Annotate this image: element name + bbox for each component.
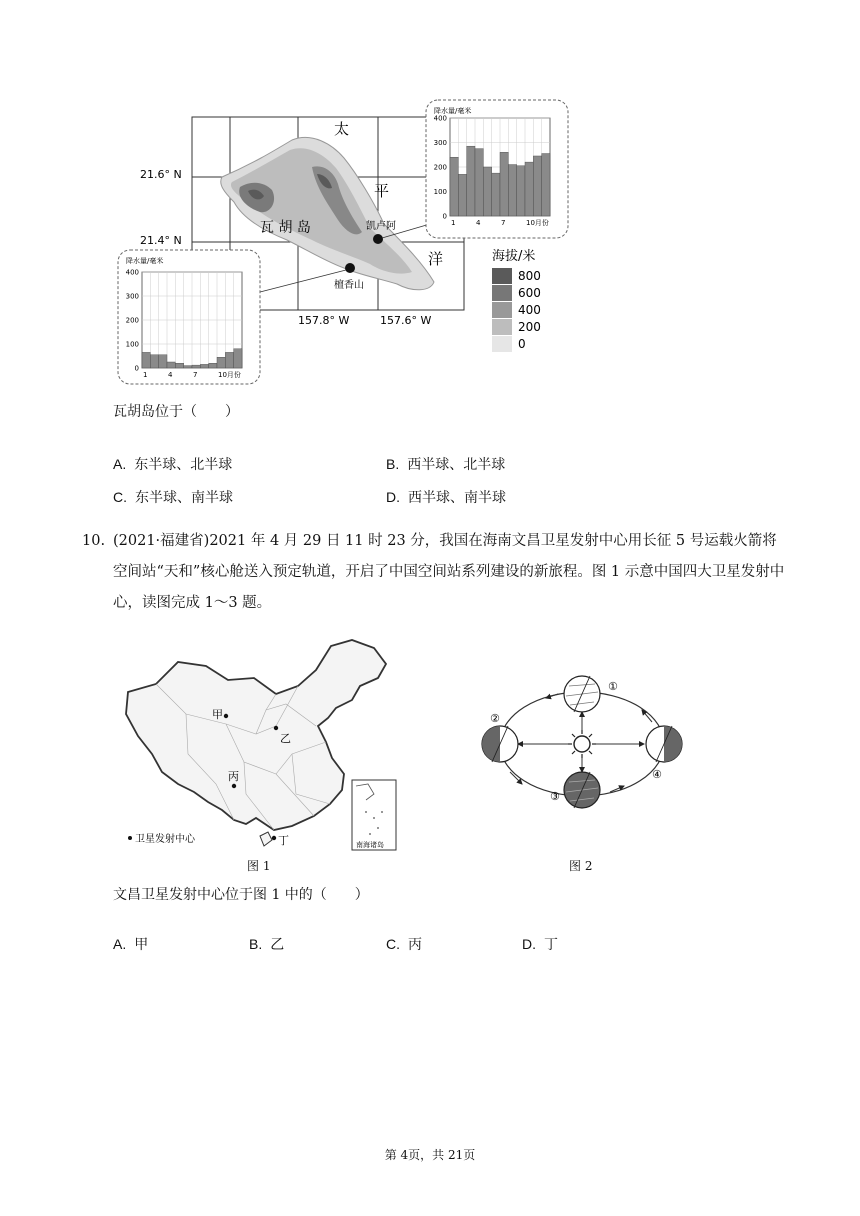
site-yi-dot (274, 726, 278, 730)
option-text: 西半球、北半球 (407, 457, 506, 473)
legend-value: 0 (518, 337, 526, 351)
kailua-dot (373, 234, 383, 244)
q10-option-c[interactable] (386, 934, 422, 954)
option-text: 丙 (408, 937, 422, 953)
option-letter: C. (386, 936, 400, 952)
site-ding-label: 丁 (278, 834, 289, 847)
legend-dot (128, 836, 132, 840)
earth-position-1 (564, 676, 600, 712)
rainfall-bar (217, 357, 225, 368)
south-china-sea-inset (352, 780, 396, 850)
legend-value: 200 (518, 320, 541, 334)
earth-position-2 (482, 726, 518, 762)
x-tick-label: 10月份 (218, 371, 241, 379)
rainfall-bar (192, 365, 200, 368)
oahu-map-figure (112, 92, 612, 392)
legend-swatch (492, 302, 512, 318)
rainfall-bar (542, 154, 550, 216)
q10-option-b[interactable] (249, 934, 284, 954)
island-label: 瓦 胡 岛 (260, 220, 311, 236)
option-text: 乙 (270, 937, 285, 953)
rainfall-bar (175, 363, 183, 368)
q10-option-a[interactable] (113, 934, 148, 954)
honolulu-rainfall-chart (118, 250, 260, 384)
legend-swatch (492, 336, 512, 352)
ocean-label: 太 (334, 120, 350, 138)
site-bing-dot (232, 784, 236, 788)
legend-swatch (492, 268, 512, 284)
option-letter: B. (249, 936, 263, 952)
rainfall-bar (450, 157, 458, 216)
honolulu-dot (345, 263, 355, 273)
position-label: ③ (550, 790, 560, 803)
sun-icon (568, 730, 596, 758)
honolulu-label: 檀香山 (334, 280, 364, 291)
rainfall-bar (184, 366, 192, 368)
q9-option-b[interactable] (386, 454, 505, 474)
x-tick-label: 10月份 (526, 219, 549, 227)
rainfall-bar (159, 355, 167, 368)
q9-stem: 瓦胡岛位于（ ） (113, 404, 239, 420)
legend-label: 卫星发射中心 (135, 834, 195, 845)
option-text: 东半球、北半球 (134, 457, 233, 473)
rainfall-bar (508, 165, 516, 216)
fig2-caption: 图 2 (569, 859, 593, 873)
x-tick-label: 1 (143, 371, 148, 379)
rainfall-bar (234, 349, 242, 368)
lat-label: 21.6° N (140, 168, 182, 181)
y-tick-label: 0 (134, 364, 139, 373)
y-tick-label: 400 (125, 268, 139, 277)
rainfall-bar (467, 146, 475, 216)
q10-number: 10. (82, 533, 106, 549)
kailua-label: 凯卢阿 (366, 221, 396, 232)
rainfall-bar (483, 167, 491, 216)
q10-text: (2021·福建省)2021 年 4 月 29 日 11 时 23 分，我国在海南文昌卫星发射中心用长征 5 号运载火箭将空间站“天和”核心舱送入预定轨道，开启了中国空间站系列建设的新旅程。图 1 示意中国四大卫星发射中心，读图完成 1～3 题。 (113, 533, 785, 611)
rainfall-bar (142, 352, 150, 368)
site-jia-dot (224, 714, 228, 718)
ocean-label: 洋 (428, 250, 444, 268)
rainfall-bar (525, 162, 533, 216)
lon-label: 157.8° W (298, 314, 350, 327)
rainfall-bar (533, 156, 541, 216)
site-bing-label: 丙 (228, 770, 239, 783)
legend-value: 400 (518, 303, 541, 317)
option-letter: A. (113, 456, 127, 472)
option-letter: D. (522, 936, 536, 952)
rainfall-bar (200, 364, 208, 368)
site-yi-label: 乙 (280, 732, 291, 745)
china-map-figure (116, 634, 400, 854)
rainfall-bar (492, 173, 500, 216)
option-text: 甲 (134, 937, 149, 953)
option-letter: D. (386, 489, 400, 505)
earth-orbit-figure (474, 672, 696, 810)
y-tick-label: 0 (442, 212, 447, 221)
inset-label: 南海诸岛 (356, 841, 384, 849)
option-letter: A. (113, 936, 127, 952)
option-letter: B. (386, 456, 400, 472)
earth-position-3 (564, 772, 600, 808)
position-label: ④ (652, 768, 662, 781)
kailua-rainfall-chart (426, 100, 568, 238)
rainfall-bar (500, 152, 508, 216)
earth-position-4 (646, 726, 682, 762)
q9-option-d[interactable] (386, 487, 506, 507)
q9-option-c[interactable] (113, 487, 233, 507)
option-text: 东半球、南半球 (135, 490, 233, 506)
page-footer: 第 4页，共 21页 (384, 1148, 476, 1162)
y-tick-label: 100 (125, 340, 139, 349)
y-tick-label: 300 (433, 139, 447, 147)
position-label: ② (490, 712, 500, 725)
q9-option-a[interactable] (113, 454, 232, 474)
rainfall-bar (225, 352, 233, 368)
q10-option-d[interactable] (522, 934, 558, 954)
rainfall-bar (167, 362, 175, 368)
y-tick-label: 400 (433, 114, 447, 123)
legend-swatch (492, 285, 512, 301)
y-tick-label: 200 (125, 316, 139, 325)
x-tick-label: 4 (168, 371, 173, 379)
lat-label: 21.4° N (140, 234, 182, 247)
q10-stem: 文昌卫星发射中心位于图 1 中的（ ） (113, 887, 369, 903)
rainfall-bar (475, 149, 483, 216)
x-tick-label: 7 (193, 371, 198, 379)
legend-value: 800 (518, 269, 541, 283)
legend-swatch (492, 319, 512, 335)
site-ding-dot (272, 836, 276, 840)
rainfall-bar (517, 166, 525, 216)
option-text: 丁 (544, 937, 558, 953)
x-tick-label: 7 (501, 219, 506, 227)
lon-label: 157.6° W (380, 314, 432, 327)
option-letter: C. (113, 489, 127, 505)
rainfall-bar (458, 174, 466, 216)
y-tick-label: 200 (433, 163, 447, 172)
rainfall-bar (150, 355, 158, 368)
y-tick-label: 300 (125, 292, 139, 301)
y-tick-label: 100 (433, 188, 447, 196)
legend-value: 600 (518, 286, 541, 300)
x-tick-label: 4 (476, 219, 481, 227)
legend-title: 海拔/米 (492, 249, 536, 264)
rainfall-bar (209, 363, 217, 368)
option-text: 西半球、南半球 (408, 490, 506, 506)
fig1-caption: 图 1 (247, 859, 271, 873)
site-jia-label: 甲 (212, 708, 223, 721)
position-label: ① (608, 680, 618, 693)
chart-ylabel: 降水量/毫米 (126, 257, 164, 265)
x-tick-label: 1 (451, 219, 456, 227)
elevation-legend (492, 248, 541, 352)
chart-ylabel: 降水量/毫米 (434, 107, 472, 115)
ocean-label: 平 (374, 182, 390, 200)
